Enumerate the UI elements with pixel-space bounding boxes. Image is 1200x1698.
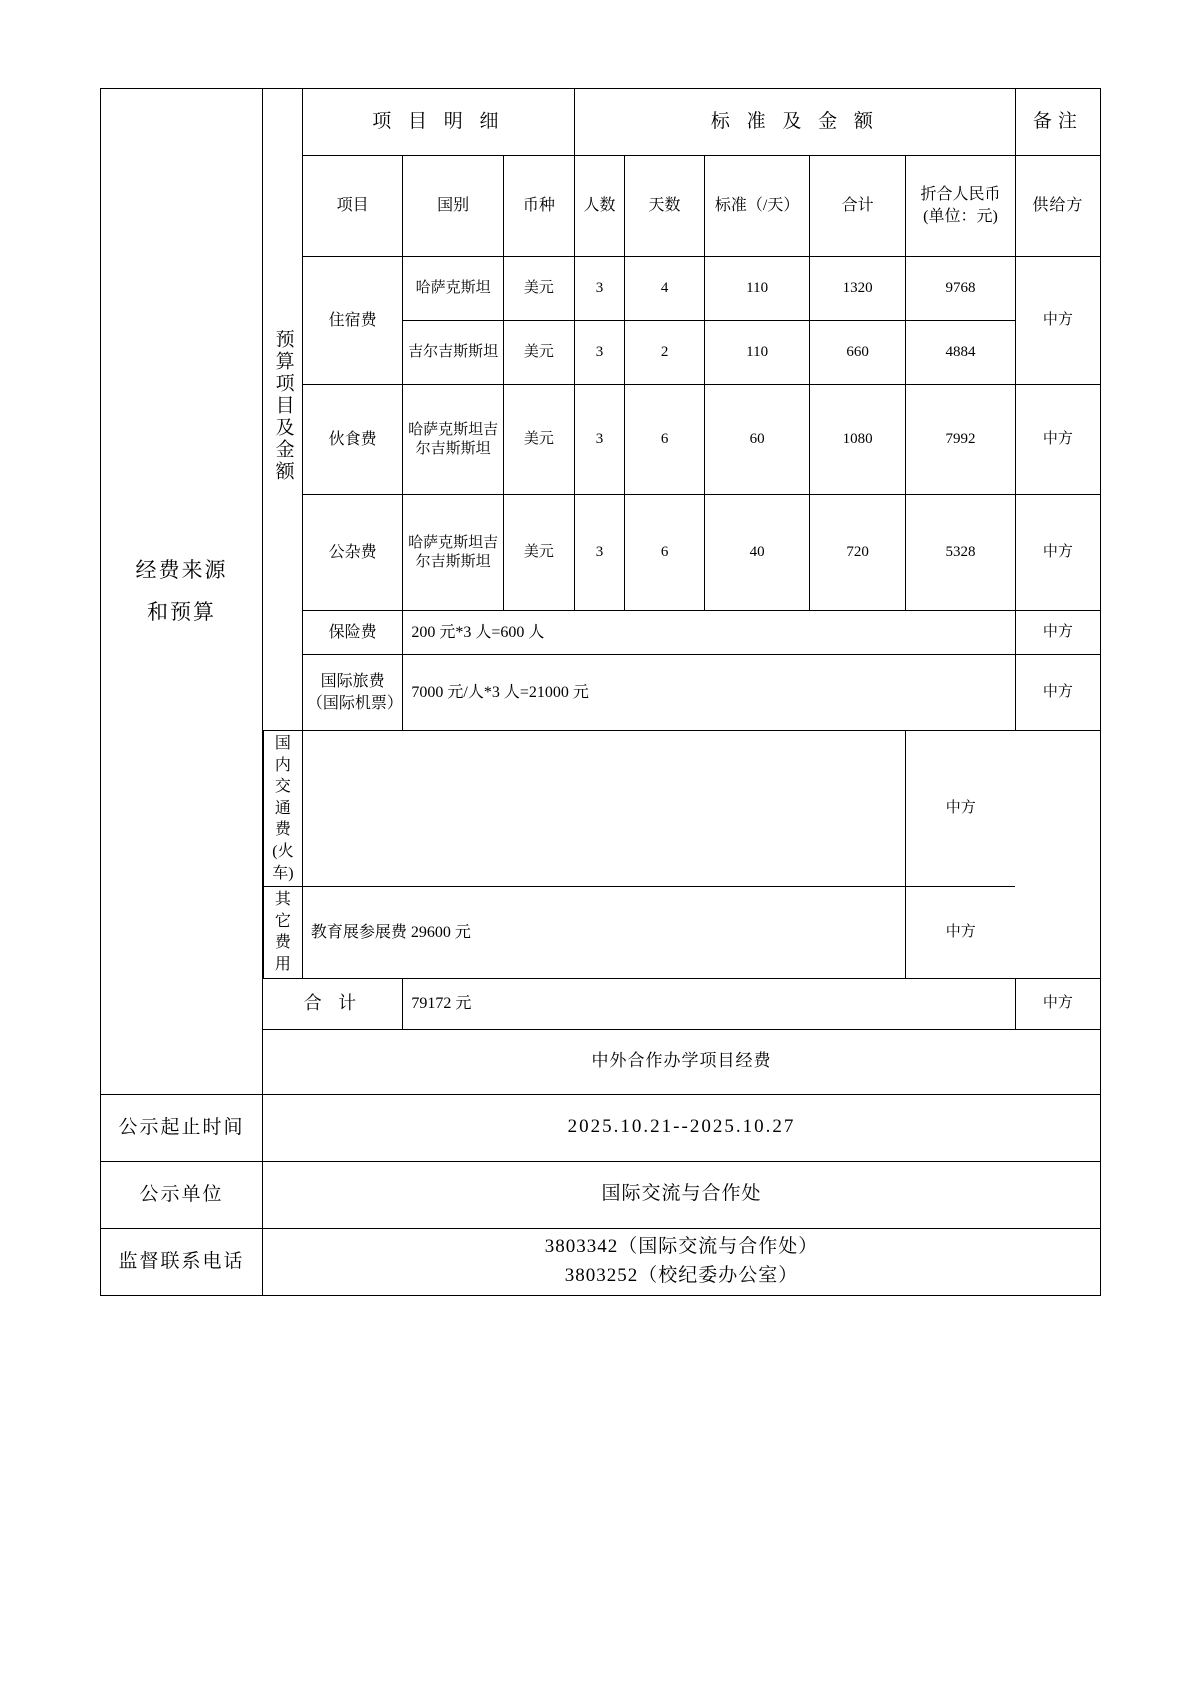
row-rmb: 4884 — [906, 321, 1016, 385]
row-country: 哈萨克斯坦吉尔吉斯斯坦 — [403, 385, 504, 495]
supervision-phone-values — [263, 1228, 1101, 1295]
supervision-phone-line1: 3803342（国际交流与合作处） — [544, 1236, 819, 1258]
row-item-name: 住宿费 — [302, 257, 403, 385]
row-standard: 110 — [705, 257, 810, 321]
publish-unit-label: 公示单位 — [101, 1161, 263, 1228]
row-standard: 40 — [705, 495, 810, 611]
supervision-phone-line2: 3803252（校纪委办公室） — [564, 1264, 799, 1286]
row-supplier: 中方 — [1015, 385, 1100, 495]
row-item-name: 国内交通费(火车) — [264, 731, 303, 887]
row-people: 3 — [574, 257, 624, 321]
row-supplier: 中方 — [1015, 495, 1100, 611]
total-supplier: 中方 — [1015, 978, 1100, 1029]
vertical-section-label: 预算项目及金额 — [264, 89, 303, 731]
row-country: 哈萨克斯坦 — [403, 257, 504, 321]
row-days: 6 — [625, 495, 705, 611]
total-value: 79172 元 — [403, 978, 1015, 1029]
source-note: 中外合作办学项目经费 — [263, 1029, 1101, 1094]
publish-unit-value: 国际交流与合作处 — [263, 1161, 1101, 1228]
header-standard-amount: 标 准 及 金 额 — [574, 89, 1015, 156]
row-currency: 美元 — [503, 385, 574, 495]
row-value — [302, 731, 905, 887]
total-row — [264, 978, 1101, 1029]
row-supplier: 中方 — [906, 887, 1016, 978]
header-columns-row — [264, 156, 1101, 257]
row-standard: 110 — [705, 321, 810, 385]
budget-main-row — [101, 89, 1101, 1030]
header-col-rmb: 折合人民币(单位：元) — [906, 156, 1016, 257]
budget-table — [100, 88, 1101, 1296]
header-col-supplier: 供给方 — [1015, 156, 1100, 257]
supervision-phone-label: 监督联系电话 — [101, 1228, 263, 1295]
row-total: 720 — [810, 495, 906, 611]
header-group-row — [264, 89, 1101, 156]
row-people: 3 — [574, 495, 624, 611]
supervision-phone-row — [101, 1228, 1101, 1295]
row-total: 1080 — [810, 385, 906, 495]
header-col-item: 项目 — [302, 156, 403, 257]
row-total: 660 — [810, 321, 906, 385]
row-supplier: 中方 — [906, 731, 1016, 887]
table-row — [264, 611, 1101, 655]
row-days: 2 — [625, 321, 705, 385]
row-supplier: 中方 — [1015, 655, 1100, 731]
row-country: 吉尔吉斯斯坦 — [403, 321, 504, 385]
publish-unit-row — [101, 1161, 1101, 1228]
row-item-name: 伙食费 — [302, 385, 403, 495]
row-days: 4 — [625, 257, 705, 321]
publish-period-value: 2025.10.21--2025.10.27 — [263, 1094, 1101, 1161]
table-row — [264, 731, 1101, 887]
row-value: 7000 元/人*3 人=21000 元 — [403, 655, 1015, 731]
row-value: 教育展参展费 29600 元 — [302, 887, 905, 978]
row-item-name: 保险费 — [302, 611, 403, 655]
budget-inner-table — [263, 89, 1100, 1029]
row-rmb: 5328 — [906, 495, 1016, 611]
row-currency: 美元 — [503, 257, 574, 321]
total-label: 合 计 — [264, 978, 403, 1029]
section-label-line2: 和预算 — [147, 600, 216, 625]
row-rmb: 7992 — [906, 385, 1016, 495]
row-value: 200 元*3 人=600 人 — [403, 611, 1015, 655]
table-row — [264, 495, 1101, 611]
row-item-name: 国际旅费（国际机票） — [302, 655, 403, 731]
row-rmb: 9768 — [906, 257, 1016, 321]
header-col-total: 合计 — [810, 156, 906, 257]
publish-period-row — [101, 1094, 1101, 1161]
row-total: 1320 — [810, 257, 906, 321]
publish-period-label: 公示起止时间 — [101, 1094, 263, 1161]
header-item-detail: 项 目 明 细 — [302, 89, 574, 156]
row-standard: 60 — [705, 385, 810, 495]
row-days: 6 — [625, 385, 705, 495]
table-row — [264, 257, 1101, 321]
header-remark: 备注 — [1015, 89, 1100, 156]
header-col-days: 天数 — [625, 156, 705, 257]
row-currency: 美元 — [503, 321, 574, 385]
section-label-line1: 经费来源 — [135, 558, 228, 583]
row-item-name: 其它费用 — [264, 887, 303, 978]
budget-content-cell — [263, 89, 1101, 1030]
table-row — [264, 385, 1101, 495]
section-label — [101, 89, 263, 1095]
row-supplier: 中方 — [1015, 611, 1100, 655]
row-item-name: 公杂费 — [302, 495, 403, 611]
row-country: 哈萨克斯坦吉尔吉斯斯坦 — [403, 495, 504, 611]
header-col-people: 人数 — [574, 156, 624, 257]
header-col-standard: 标准（/天） — [705, 156, 810, 257]
table-row — [264, 655, 1101, 731]
row-currency: 美元 — [503, 495, 574, 611]
row-people: 3 — [574, 321, 624, 385]
row-supplier: 中方 — [1015, 257, 1100, 385]
header-col-currency: 币种 — [503, 156, 574, 257]
table-row — [264, 887, 1101, 978]
header-col-country: 国别 — [403, 156, 504, 257]
row-people: 3 — [574, 385, 624, 495]
